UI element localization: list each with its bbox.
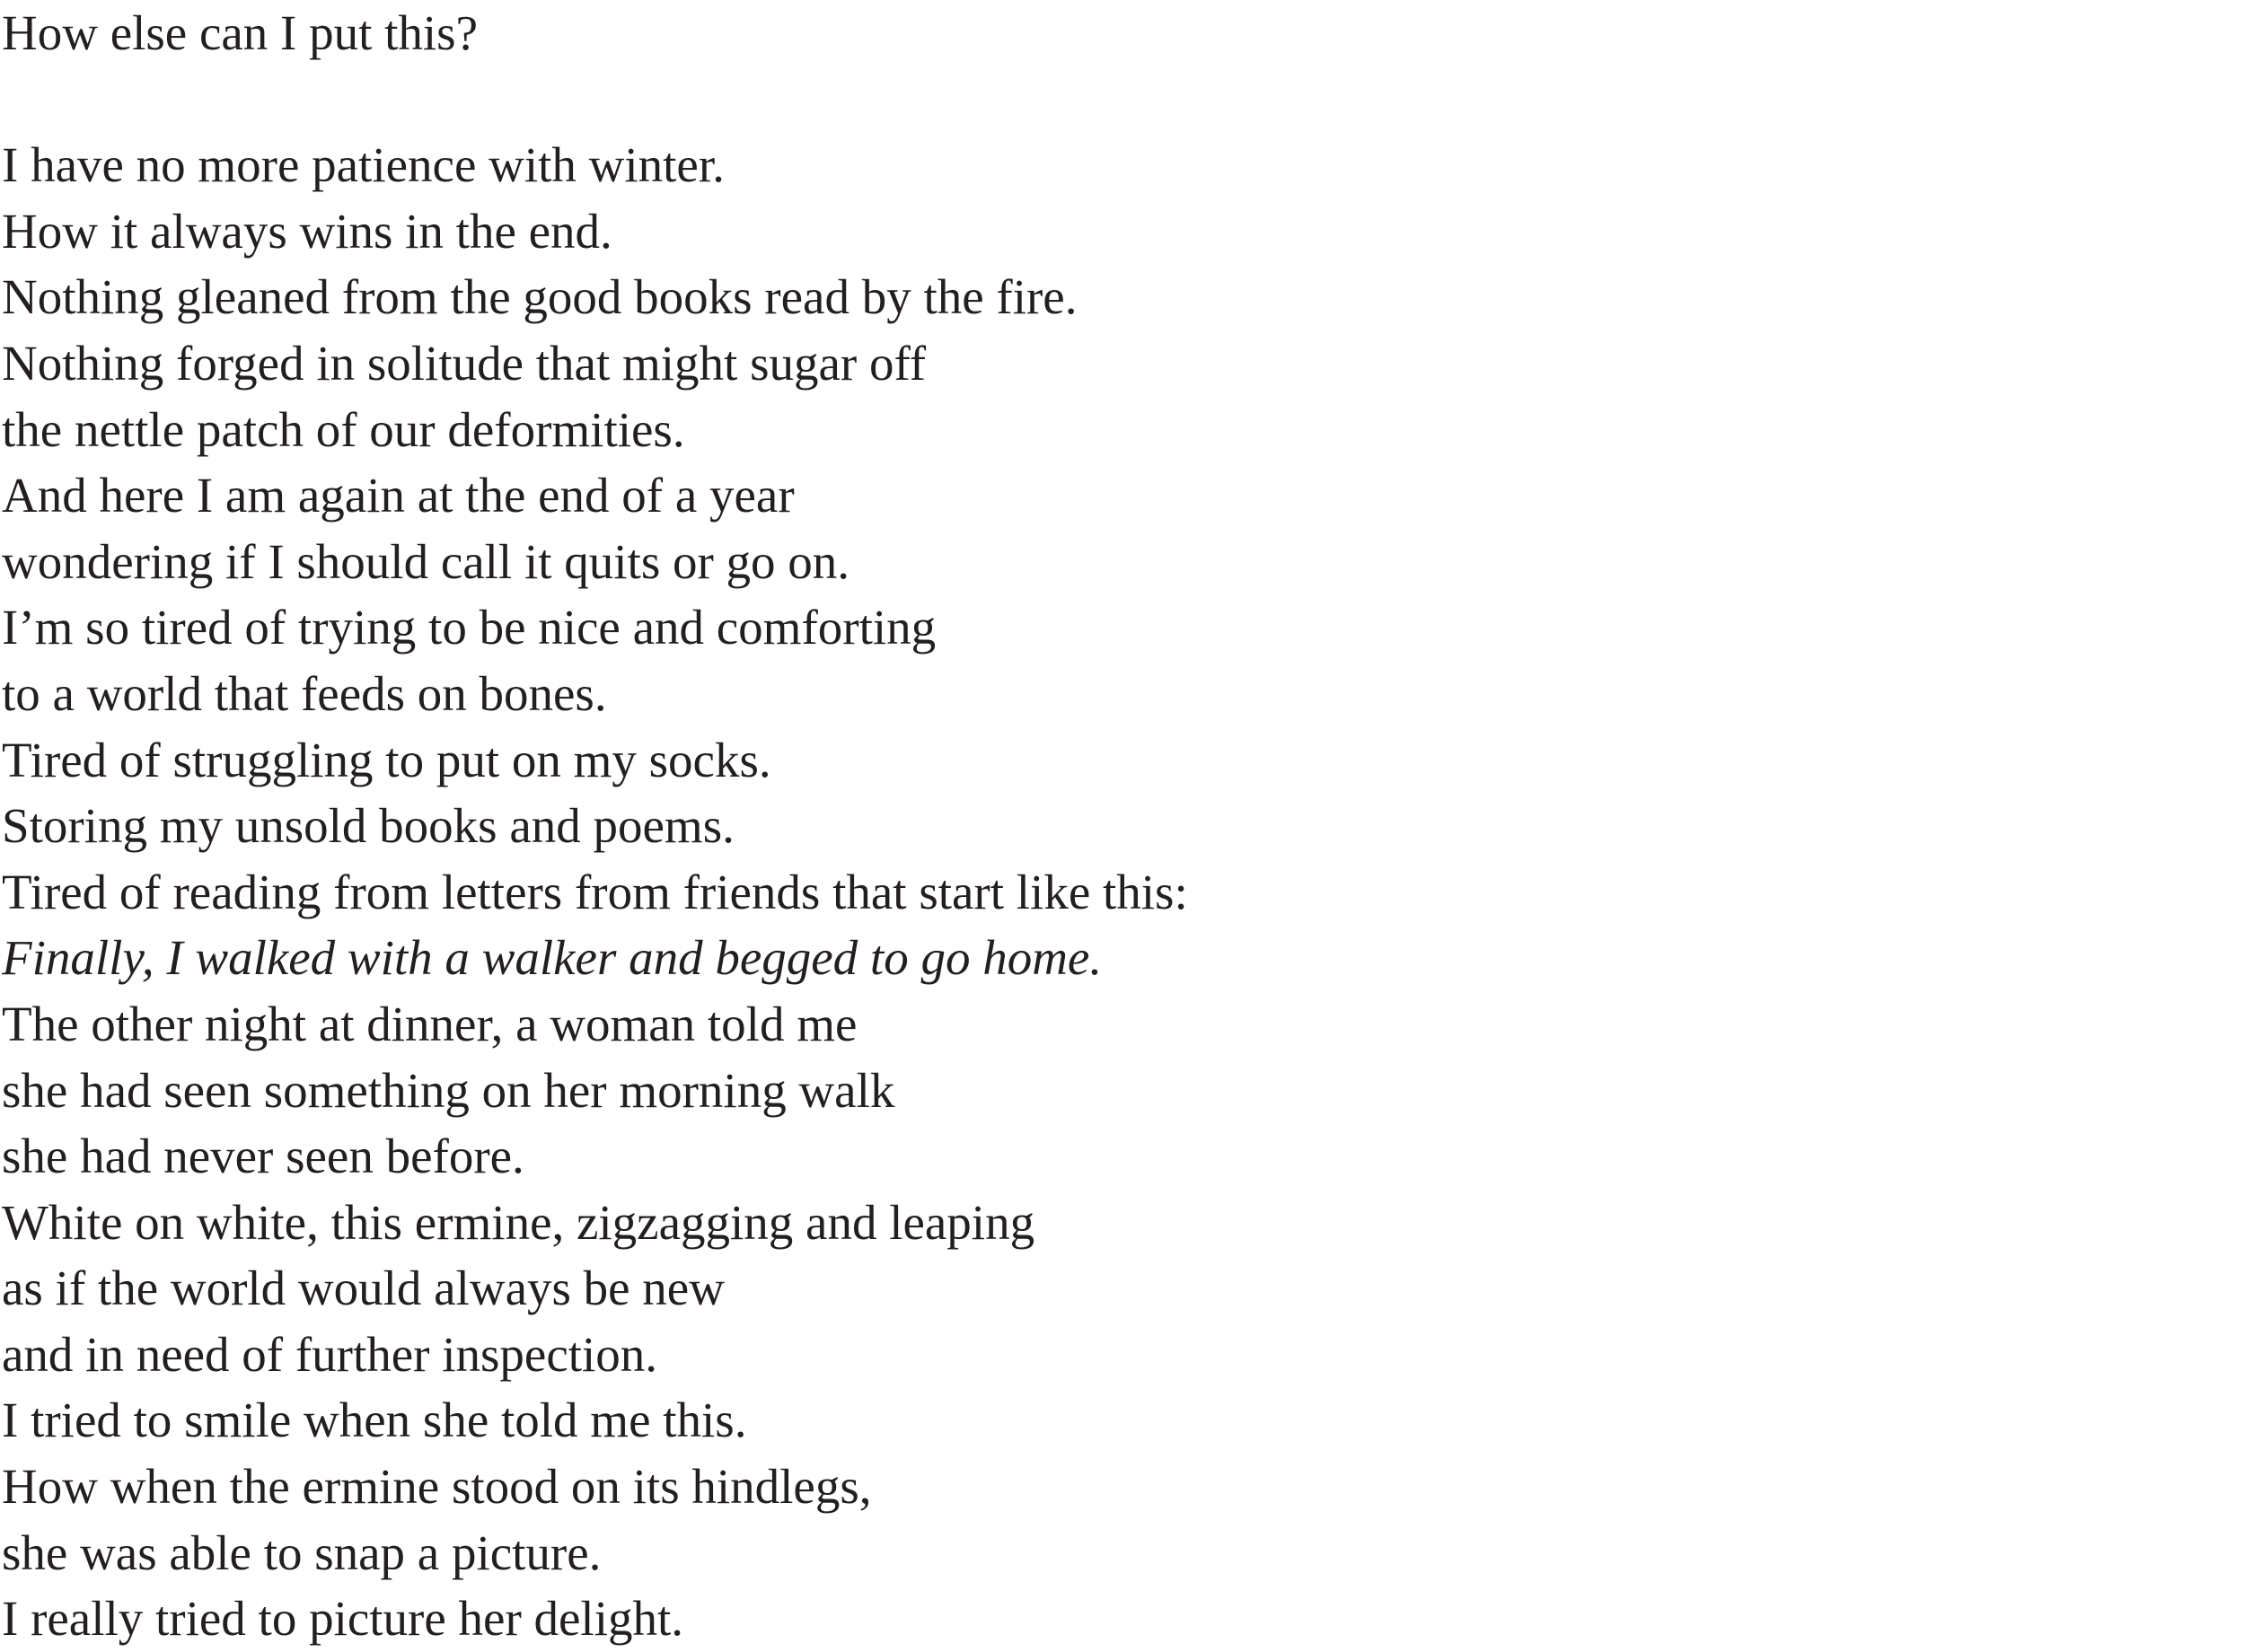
poem-line: I tried to smile when she told me this. xyxy=(2,1393,747,1448)
poem-line: Tired of struggling to put on my socks. xyxy=(2,732,771,787)
poem-lines xyxy=(2,132,2229,1652)
poem-line: And here I am again at the end of a year xyxy=(2,468,795,523)
poem-line: Nothing forged in solitude that might sugar off xyxy=(2,335,927,391)
poem-line: wondering if I should call it quits or go on. xyxy=(2,533,850,589)
poem-opening-line: How else can I put this? xyxy=(2,5,478,60)
poem-line: she had seen something on her morning walk xyxy=(2,1062,895,1118)
poem-line: I really tried to picture her delight. xyxy=(2,1591,684,1647)
poem-line-italic: Finally, I walked with a walker and begged to go home. xyxy=(2,930,1103,986)
poem-line: How when the ermine stood on its hindlegs, xyxy=(2,1459,872,1515)
poem-line: Tired of reading from letters from friends that start like this: xyxy=(2,864,1188,919)
poem-line: to a world that feeds on bones. xyxy=(2,665,607,721)
poem-line: I’m so tired of trying to be nice and comforting xyxy=(2,600,937,655)
poem-line: White on white, this ermine, zigzagging and leaping xyxy=(2,1194,1035,1250)
poem-line: Storing my unsold books and poems. xyxy=(2,798,735,854)
poem-line: the nettle patch of our deformities. xyxy=(2,401,685,457)
stanza-gap xyxy=(2,66,2229,133)
poem-line: The other night at dinner, a woman told me xyxy=(2,996,858,1051)
poem-line: I have no more patience with winter. xyxy=(2,137,725,193)
poem-line: Nothing gleaned from the good books read by the fire. xyxy=(2,269,1078,325)
poem-text xyxy=(2,0,2229,1652)
poem-line: she was able to snap a picture. xyxy=(2,1525,602,1580)
poem-line: and in need of further inspection. xyxy=(2,1326,658,1382)
poem-line: as if the world would always be new xyxy=(2,1261,725,1316)
poem-line: How it always wins in the end. xyxy=(2,203,612,259)
poem-line: she had never seen before. xyxy=(2,1129,524,1184)
